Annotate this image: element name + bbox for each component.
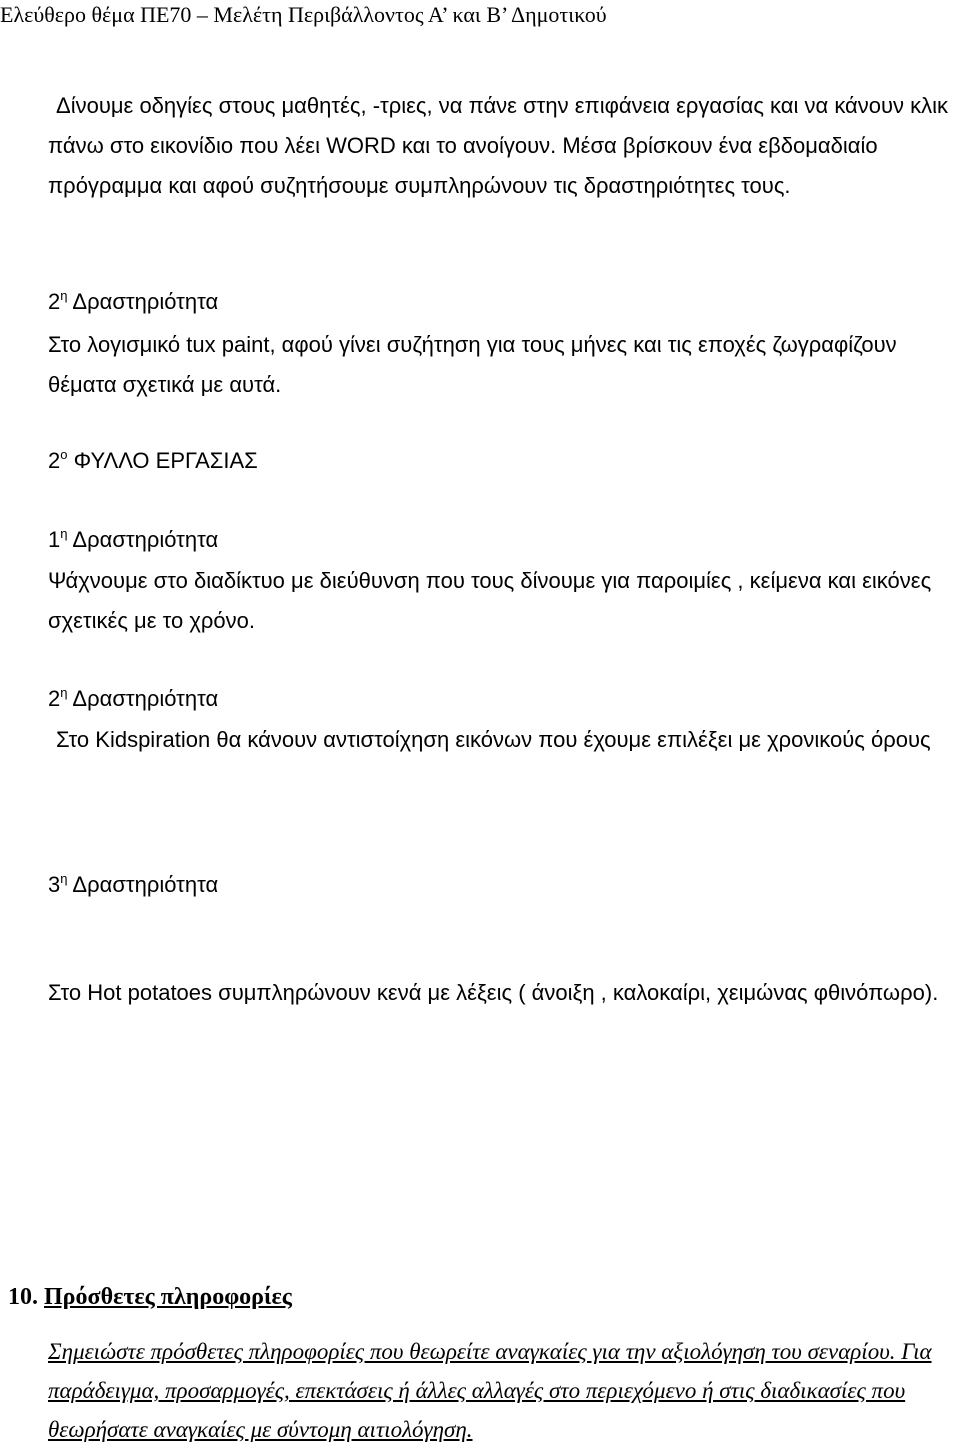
activity-2-text: Στο λογισμικό tux paint, αφού γίνει συζήτηση για τους μήνες και τις εποχές ζωγραφίζουν θέματα σχετικά με αυτά.: [48, 332, 897, 397]
section-10-text: Σημειώστε πρόσθετες πληροφορίες που θεωρείτε αναγκαίες για την αξιολόγηση του σεναρίου. Για παράδειγμα, προσαρμογές, επεκτάσεις ή άλλες αλλαγές στο περιεχόμενο ή στις διαδικασίες που θεωρήσατε αναγκαίες με σύντομη αιτιολόγηση.: [48, 1339, 932, 1442]
worksheet-2-activity-3-text: Στο Hot potatoes συμπληρώνουν κενά με λέξεις ( άνοιξη , καλοκαίρι, χειμώνας φθινόπωρο).: [48, 980, 939, 1005]
worksheet-2-activity-3-heading: $3^\eta$ Δραστηριότητα: [48, 871, 219, 897]
worksheet-2-heading: $2^o$ ΦΥΛΛΟ ΕΡΓΑΣΙΑΣ: [48, 447, 258, 473]
section-10-heading: [8, 1284, 292, 1311]
intro-paragraph: Δίνουμε οδηγίες στους μαθητές, -τριες, να πάνε στην επιφάνεια εργασίας και να κάνουν κλικ πάνω στο εικονίδιο που λέει WORD και το ανοίγουν. Μέσα βρίσκουν ένα εβδομαδιαίο πρόγραμμα και αφού συζητήσουμε συμπληρώνουν τις δραστηριότητες τους.: [48, 93, 949, 198]
section-title: Πρόσθετες πληροφορίες: [44, 1284, 292, 1310]
section-number: 10.: [8, 1284, 38, 1310]
worksheet-2-activity-2-text: Στο Kidspiration θα κάνουν αντιστοίχηση εικόνων που έχουμε επιλέξει με χρονικούς όρους: [56, 727, 931, 752]
worksheet-2-activity-1-heading: $1^\eta$ Δραστηριότητα: [48, 526, 219, 552]
worksheet-2-activity-2-heading: $2^\eta$ Δραστηριότητα: [48, 685, 219, 711]
page-header: Ελεύθερο θέμα ΠΕ70 – Μελέτη Περιβάλλοντος Α’ και Β’ Δημοτικού: [0, 2, 607, 27]
activity-2-heading: $2^\eta$ Δραστηριότητα: [48, 288, 219, 314]
worksheet-2-activity-1-text: Ψάχνουμε στο διαδίκτυο με διεύθυνση που τους δίνουμε για παροιμίες , κείμενα και εικόνες σχετικές με το χρόνο.: [48, 568, 932, 633]
